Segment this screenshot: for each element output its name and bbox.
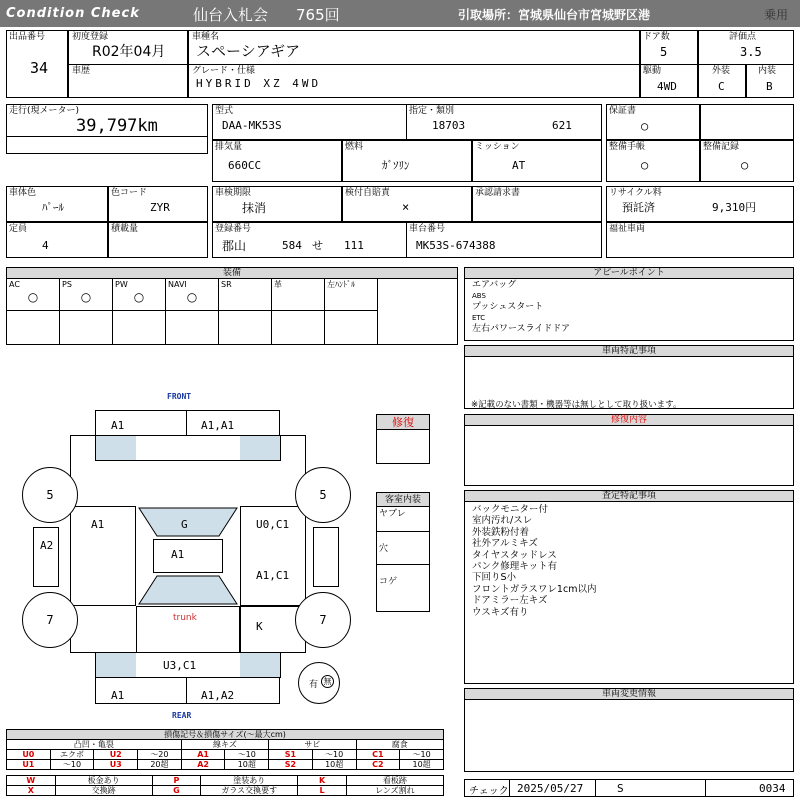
legend-desc: 看板跡 xyxy=(346,776,443,786)
mileage-value: 39,797km xyxy=(76,116,158,136)
legend-code: L xyxy=(298,786,347,796)
equipment-cell-2 xyxy=(59,278,113,311)
vehicle-class: 乗用 xyxy=(764,8,789,22)
legend-group: 腐食 xyxy=(356,740,444,750)
equipment-blank-cell xyxy=(271,310,325,345)
equipment-value: ○ xyxy=(186,290,198,304)
welfare-label: 福祉車両 xyxy=(609,224,646,234)
inspect-label: 車検期限 xyxy=(215,188,252,198)
recycle-label: リサイクル料 xyxy=(609,188,662,198)
reg-class: 584 xyxy=(282,239,302,252)
equipment-value: ○ xyxy=(80,290,92,304)
warranty-label: 保証書 xyxy=(609,106,637,116)
interior-item: コゲ xyxy=(379,577,398,587)
int-label: 内装 xyxy=(758,66,777,76)
equipment-cell-3 xyxy=(112,278,166,311)
tire-3: 7 xyxy=(22,592,78,648)
reg-label: 登録番号 xyxy=(215,224,252,234)
legend-desc: レンズ割れ xyxy=(346,786,443,796)
taillight-left xyxy=(96,653,136,677)
manual-label: 整備手帳 xyxy=(609,142,646,152)
reg-area: 郡山 xyxy=(222,239,247,253)
chassis-label: 車台番号 xyxy=(409,224,446,234)
inspection-item: タイヤスタッドレス xyxy=(472,549,557,561)
equipment-cell-7 xyxy=(324,278,378,311)
lot-label: 出品番号 xyxy=(9,32,46,42)
tire-2: 5 xyxy=(295,467,351,523)
legend-desc: 10超 xyxy=(312,760,356,770)
inspection-item: ウスキズ有り xyxy=(472,606,529,618)
changes-panel xyxy=(464,688,794,772)
inspection-item: 下回りS小 xyxy=(472,572,517,584)
doors-label: ドア数 xyxy=(643,32,670,42)
footer-bar xyxy=(464,779,794,797)
mirror-left xyxy=(33,527,59,587)
legend-code: W xyxy=(7,776,56,786)
spare-label: 有 xyxy=(309,680,319,690)
legend-desc: 〜10 xyxy=(50,760,94,770)
headlight-left xyxy=(96,436,136,460)
drive-value: 4WD xyxy=(657,80,677,93)
legend-desc: 交換跡 xyxy=(55,786,152,796)
record-value: ○ xyxy=(741,158,749,172)
legend-code: U2 xyxy=(94,750,138,760)
grade-label: グレード・仕様 xyxy=(192,66,256,76)
score-label: 評価点 xyxy=(729,32,757,42)
legend-desc: 〜10 xyxy=(312,750,356,760)
first-reg-label: 初度登録 xyxy=(72,32,109,42)
diag-front-right: A1,A1 xyxy=(201,419,235,432)
legend-code: A2 xyxy=(181,760,225,770)
appeal-item: プッシュスタート xyxy=(472,302,544,312)
inspection-title: 査定特記事項 xyxy=(465,491,793,502)
recycle-status: 預託済 xyxy=(622,201,655,214)
ext-value: C xyxy=(718,80,725,93)
equipment-blank-cell xyxy=(165,310,219,345)
first-reg-value: R02年04月 xyxy=(92,44,166,60)
appeal-list xyxy=(472,280,570,335)
warranty-value: ○ xyxy=(641,119,649,133)
diag-right-rear: A1,C1 xyxy=(256,569,290,582)
logo: Condition Check xyxy=(6,6,140,21)
inspection-item: 室内汚れ/スレ xyxy=(472,515,533,527)
diag-rear-center: U3,C1 xyxy=(163,659,197,672)
legend-desc: 10超 xyxy=(225,760,269,770)
code-value: ZYR xyxy=(150,201,170,214)
equipment-blank-cell xyxy=(6,310,60,345)
equipment-label: 革 xyxy=(274,280,282,289)
diag-left-front: A1 xyxy=(91,518,105,531)
auction-lot: 765回 xyxy=(296,6,340,24)
approve-label: 承認請求書 xyxy=(475,188,521,198)
appeal-item: 左右パワースライドドア xyxy=(472,324,571,334)
recycle-fee: 9,310円 xyxy=(712,201,757,214)
inspection-item: 外装鉄粉付着 xyxy=(472,526,530,538)
disp-value: 660CC xyxy=(228,159,262,172)
equipment-blank-cell xyxy=(324,310,378,345)
appeal-item: ABS xyxy=(472,292,486,300)
mission-label: ミッション xyxy=(475,142,520,152)
interior-title: 客室内装 xyxy=(377,493,429,507)
inspection-item: パンク修理キット有 xyxy=(472,561,558,573)
color-value: ﾊﾟｰﾙ xyxy=(42,201,64,214)
legend-desc: 板金あり xyxy=(55,776,152,786)
legend-code: C2 xyxy=(356,760,400,770)
tire-4: 7 xyxy=(295,592,351,648)
fuel-value: ｶﾞｿﾘﾝ xyxy=(382,159,410,172)
record-label: 整備記録 xyxy=(703,142,740,152)
insure-label: 検付自賠責 xyxy=(345,188,391,198)
equipment-label: NAVI xyxy=(168,280,187,289)
appeal-title: アピールポイント xyxy=(465,268,793,279)
diag-rear-left: A1 xyxy=(111,689,125,702)
legend-code: K xyxy=(298,776,347,786)
history-label: 車歴 xyxy=(72,66,91,76)
legend-desc: 〜10 xyxy=(400,750,444,760)
checker: S xyxy=(617,782,624,795)
mission-value: AT xyxy=(512,159,526,172)
legend-code: G xyxy=(152,786,201,796)
panel-roof xyxy=(153,539,223,573)
special-note: ※記載のない書類・機器等は無しとして取り扱います。 xyxy=(471,400,682,410)
diag-right-back: K xyxy=(256,620,263,633)
rear-label: REAR xyxy=(172,711,192,720)
model-label: 型式 xyxy=(215,106,234,116)
reg-kana: せ xyxy=(312,239,323,252)
front-label: FRONT xyxy=(167,392,192,401)
spec-no: 18703 xyxy=(432,119,466,132)
equipment-cell-1 xyxy=(6,278,60,311)
diag-rear-right: A1,A2 xyxy=(201,689,235,702)
diag-left-mirror: A2 xyxy=(40,539,54,552)
interior-item: ヤブレ xyxy=(379,509,406,519)
inspection-item: フロントガラスワレ1cm以内 xyxy=(472,583,597,595)
repair-box xyxy=(376,414,430,464)
legend-table-marks xyxy=(6,775,444,796)
disp-label: 排気量 xyxy=(215,142,243,152)
inspection-item: バックモニター付 xyxy=(472,504,549,515)
legend-table-damage xyxy=(6,739,444,770)
ext-label: 外装 xyxy=(712,66,731,76)
equipment-blank-cell xyxy=(59,310,113,345)
pickup-location: 引取場所：宮城県仙台市宮城野区港 xyxy=(458,8,651,22)
chassis-value: MK53S-674388 xyxy=(416,239,496,252)
equipment-cell-4 xyxy=(165,278,219,311)
repair-detail-panel xyxy=(464,414,794,486)
check-label: チェック xyxy=(469,786,509,797)
equipment-label: SR xyxy=(221,280,232,289)
legend-code: C1 xyxy=(356,750,400,760)
mirror-right xyxy=(313,527,339,587)
legend-code: S1 xyxy=(269,750,313,760)
grade-value: HYBRID XZ 4WD xyxy=(196,77,322,90)
panel-rear-left xyxy=(95,677,187,704)
legend-title: 損傷記号＆損傷サイズ(〜最大cm) xyxy=(6,729,444,739)
interior-box xyxy=(376,492,430,612)
doors-value: 5 xyxy=(660,45,668,59)
inspect-value: 抹消 xyxy=(242,201,267,215)
diag-roof: G xyxy=(181,518,188,531)
equipment-cell-5 xyxy=(218,278,272,311)
diag-right-front: U0,C1 xyxy=(256,518,290,531)
taillight-right xyxy=(240,653,280,677)
legend-desc: 〜20 xyxy=(138,750,182,760)
legend-code: P xyxy=(152,776,201,786)
inspection-item: ドアミラー左キズ xyxy=(472,595,548,607)
int-value: B xyxy=(766,80,773,93)
legend-group: 線キズ xyxy=(181,740,268,750)
equipment-label: AC xyxy=(9,280,20,289)
legend-code: X xyxy=(7,786,56,796)
panel-front-bumper-left xyxy=(95,410,187,436)
spare-mark: 無 xyxy=(321,675,334,688)
model-value: DAA-MK53S xyxy=(222,119,282,132)
legend-code: U0 xyxy=(7,750,51,760)
code-label: 色コード xyxy=(111,188,148,198)
inspection-panel xyxy=(464,490,794,684)
reg-number: 111 xyxy=(344,239,364,252)
equipment-label: PW xyxy=(115,280,128,289)
lot-number: 34 xyxy=(30,59,49,77)
check-date: 2025/05/27 xyxy=(517,782,584,795)
drive-label: 駆動 xyxy=(643,66,662,76)
header-bar xyxy=(0,0,800,27)
legend-desc: 塗装あり xyxy=(201,776,298,786)
repair-title: 修復 xyxy=(377,415,429,430)
appeal-item: ETC xyxy=(472,314,486,322)
legend xyxy=(6,729,444,796)
inspection-list xyxy=(472,504,596,618)
repair-detail-title: 修復内容 xyxy=(465,415,793,426)
changes-title: 車両変更情報 xyxy=(465,689,793,700)
color-label: 車体色 xyxy=(9,188,37,198)
diag-front-left: A1 xyxy=(111,419,125,432)
name-label: 車種名 xyxy=(192,32,220,42)
spec-label: 指定・類別 xyxy=(409,106,455,116)
load-label: 積載量 xyxy=(111,224,139,234)
tire-1: 5 xyxy=(22,467,78,523)
score-value: 3.5 xyxy=(740,45,762,59)
class-no: 621 xyxy=(552,119,572,132)
special-panel xyxy=(464,345,794,409)
equipment-title: 装備 xyxy=(7,268,457,279)
legend-code: A1 xyxy=(181,750,225,760)
legend-group: 凸凹・亀裂 xyxy=(7,740,182,750)
legend-desc: ガラス交換要す xyxy=(201,786,298,796)
equipment-value: ○ xyxy=(133,290,145,304)
appeal-item: エアバッグ xyxy=(472,280,517,290)
legend-code: S2 xyxy=(269,760,313,770)
insure-value: × xyxy=(402,200,410,214)
headlight-right xyxy=(240,436,280,460)
equipment-value: ○ xyxy=(27,290,39,304)
spare-tire xyxy=(298,662,340,704)
legend-code: U3 xyxy=(94,760,138,770)
legend-desc: エクボ xyxy=(50,750,94,760)
equipment-blank-cell xyxy=(112,310,166,345)
manual-value: ○ xyxy=(641,158,649,172)
seats-value: 4 xyxy=(42,239,49,252)
interior-item: 穴 xyxy=(379,544,389,554)
warranty-blank xyxy=(700,104,794,140)
legend-desc: 〜10 xyxy=(225,750,269,760)
equipment-blank-cell xyxy=(218,310,272,345)
legend-desc: 10超 xyxy=(400,760,444,770)
legend-group: サビ xyxy=(269,740,356,750)
vehicle-name: スペーシアギア xyxy=(196,42,301,60)
auction-name: 仙台入札会 xyxy=(193,6,269,24)
special-title: 車両特記事項 xyxy=(465,346,793,357)
seats-label: 定員 xyxy=(9,224,28,234)
fuel-label: 燃料 xyxy=(345,142,364,152)
equipment-cell-6 xyxy=(271,278,325,311)
mileage-label: 走行(現メーター) xyxy=(9,106,80,116)
legend-desc: 20超 xyxy=(138,760,182,770)
doc-number: 0034 xyxy=(759,782,786,795)
inspection-item: 社外アルミキズ xyxy=(472,538,538,550)
legend-code: U1 xyxy=(7,760,51,770)
equipment-label: PS xyxy=(62,280,72,289)
equipment-label: 左ﾊﾝﾄﾞﾙ xyxy=(327,280,355,289)
diag-trunk: trunk xyxy=(173,613,197,623)
diag-center: A1 xyxy=(171,548,185,561)
appeal-panel xyxy=(464,267,794,341)
